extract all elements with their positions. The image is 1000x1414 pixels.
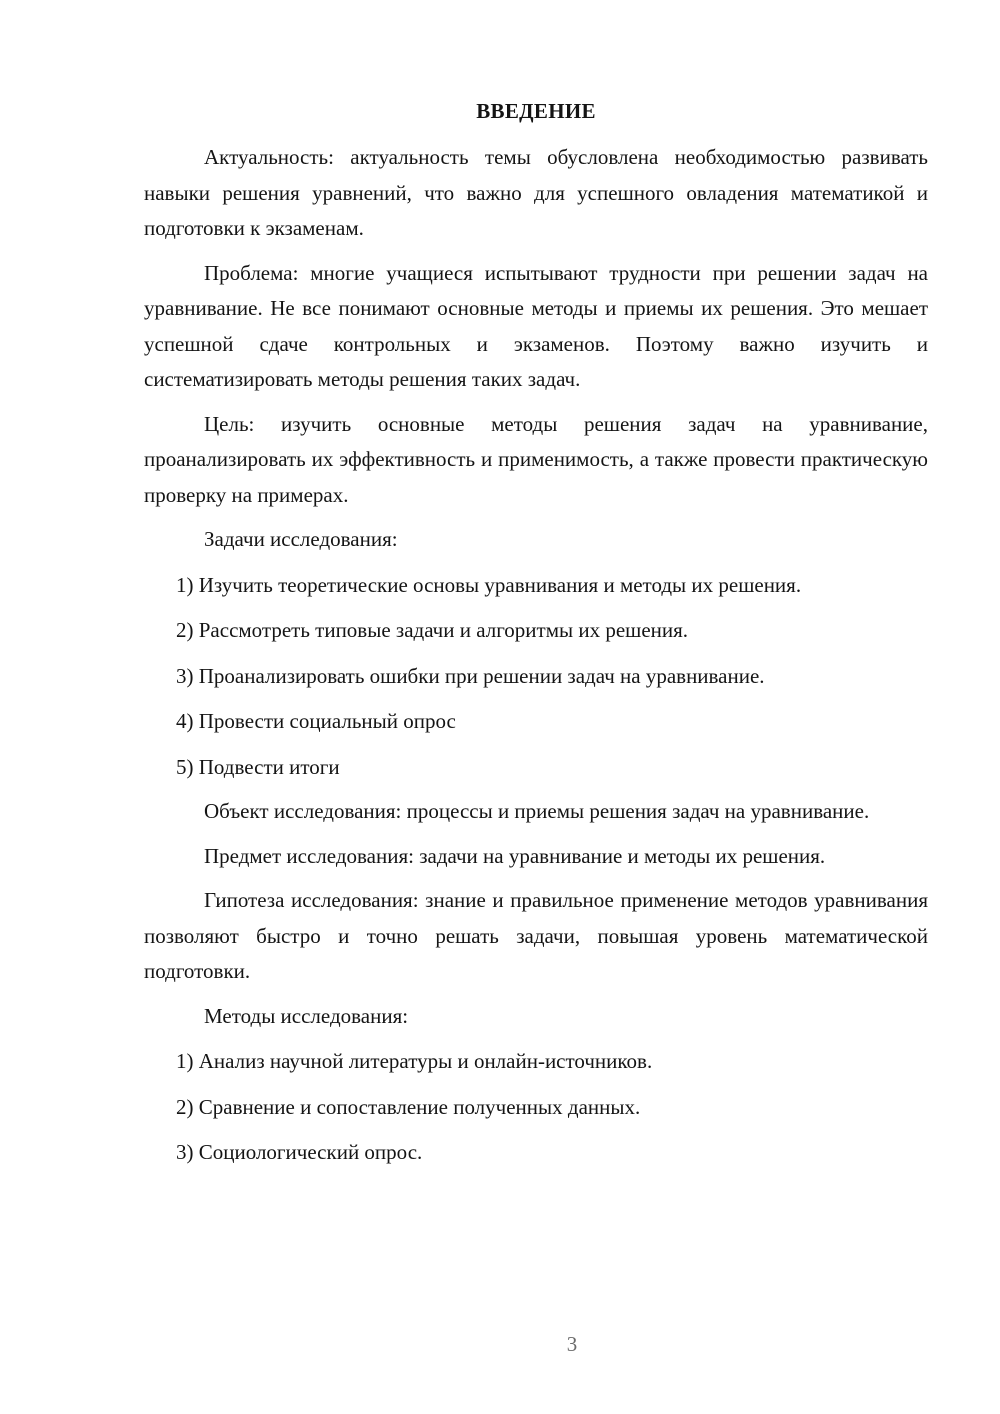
tasks-heading: Задачи исследования: — [204, 527, 398, 551]
methods-heading: Методы исследования: — [204, 1003, 409, 1028]
paragraph-goal: Цель: изучить основные методы решения задач на уравнивание, проанализировать их эффективность и применимость, а также провести практическую проверку на примерах. — [144, 411, 928, 507]
list-item: 3) Социологический опрос. — [176, 1140, 423, 1164]
paragraph-problem: Проблема: многие учащиеся испытывают трудности при решении задач на уравнивание. Не все понимают основные методы и приемы их решения. Это мешает успешной сдаче контрольных и экзаменов. Поэтому важно изучить и систематизировать методы решения таких задач. — [144, 260, 928, 391]
list-item: 2) Рассмотреть типовые задачи и алгоритмы их решения. — [176, 618, 689, 642]
list-item: 1) Анализ научной литературы и онлайн-источников. — [176, 1049, 653, 1073]
paragraph-hypothesis: Гипотеза исследования: знание и правильное применение методов уравнивания позволяют быстро и точно решать задачи, повышая уровень математической подготовки. — [144, 888, 928, 983]
paragraph-subject: Предмет исследования: задачи на уравнивание и методы их решения. — [204, 843, 826, 868]
list-item: 2) Сравнение и сопоставление полученных данных. — [176, 1094, 641, 1119]
list-item: 1) Изучить теоретические основы уравнивания и методы их решения. — [176, 572, 802, 597]
list-item: 4) Провести социальный опрос — [176, 709, 456, 733]
page-number-text: 3 — [566, 1332, 578, 1356]
methods-list — [144, 1043, 928, 1170]
list-item: 5) Подвести итоги — [176, 754, 340, 779]
page-content — [144, 96, 928, 1180]
paragraph-object: Объект исследования: процессы и приемы решения задач на уравнивание. — [204, 799, 870, 823]
paragraph-relevance: Актуальность: актуальность темы обусловлена необходимостью развивать навыки решения уравнений, что важно для успешного овладения математикой и подготовки к экзаменам. — [144, 145, 928, 240]
tasks-list — [144, 567, 928, 785]
list-item: 3) Проанализировать ошибки при решении задач на уравнивание. — [176, 663, 765, 688]
page-title: ВВЕДЕНИЕ — [476, 99, 596, 123]
page-number — [72, 1332, 1000, 1357]
